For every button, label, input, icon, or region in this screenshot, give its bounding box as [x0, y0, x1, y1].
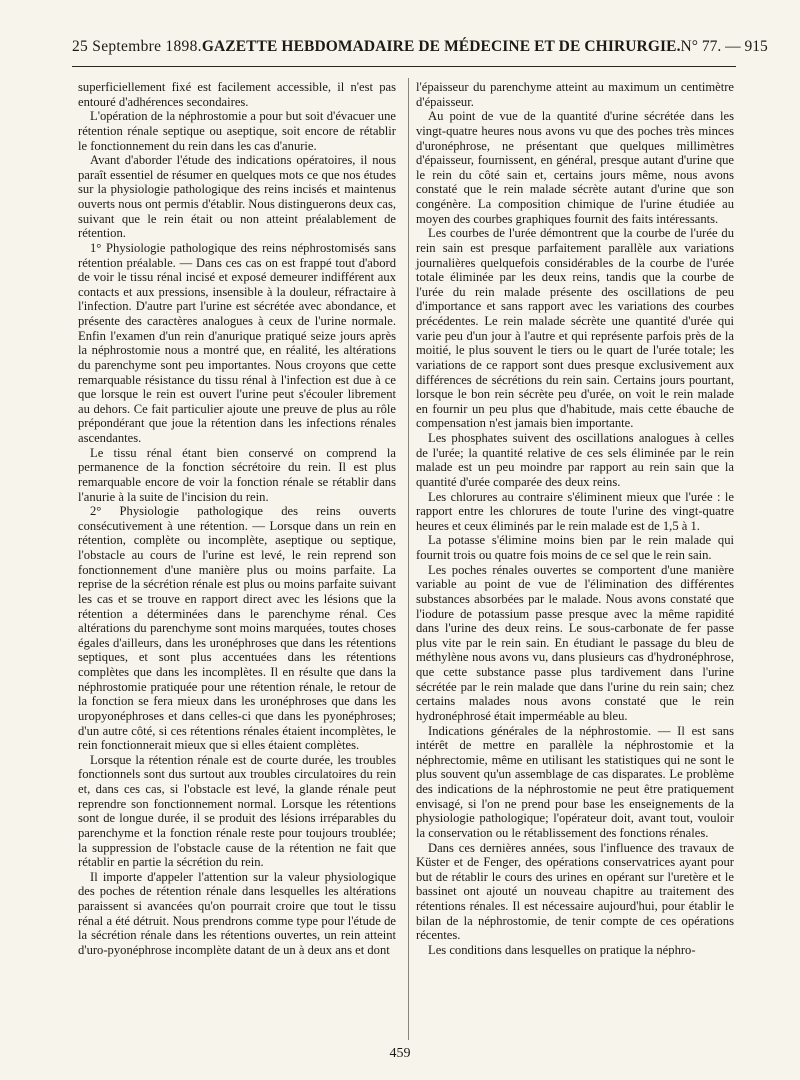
issue-page-number: N° 77. — 915 [680, 38, 768, 55]
paragraph: Indications générales de la néphrostomie. — Il est sans intérêt de mettre en parallèle la néphrostomie et la néphrectomie, même en utilisant les statistiques qui ne sont le plus souvent qu'un assemblage de cas disparates. Le problème des indications de la néphrostomie ne peut être pratiquement envisagé, si l'on ne prend pour base les enseignements de la physiologie pathologique; l'opérateur doit, avant tout, vouloir la conservation ou le rétablissement des fonctions rénales. [416, 723, 734, 840]
paragraph: L'opération de la néphrostomie a pour but soit d'évacuer une rétention rénale septique ou aseptique, soit encore de rétablir le fonctionnement du rein dans les cas d'anurie. [78, 109, 396, 153]
paragraph: Le tissu rénal étant bien conservé on comprend la permanence de la fonction sécrétoire du rein. Il est plus remarquable encore de voir la fonction rénale se rétablir dans l'anurie à la suite de l'incision du rein. [78, 445, 396, 504]
paragraph: Les conditions dans lesquelles on pratique la néphro- [428, 942, 696, 957]
column-divider [408, 78, 409, 1040]
header-date: 25 Septembre 1898. [72, 38, 202, 55]
paragraph: Les phosphates suivent des oscillations analogues à celles de l'urée; la quantité relative de ces sels éliminée par le rein malade est un peu moindre par rapport au rein sain que la quantité d'urée comparée des deux reins. [416, 431, 734, 489]
left-column [78, 80, 396, 958]
paragraph: 1° Physiologie pathologique des reins néphrostomisés sans rétention préalable. — Dans ces cas on est frappé tout d'abord de voir le tissu rénal incisé et exposé demeurer indifférent aux contacts et aux pressions, insensible à la douleur, réfractaire à l'infection. D'autre part l'urine est sécrétée avec abondance, et présente des caractères analogues à ceux de l'urine normale. Enfin l'examen d'un rein d'anurique pratiqué seize jours après la néphrostomie nous a montré que, en réalité, les altérations du parenchyme sont peu importantes. Nous croyons que cette remarquable résistance du tissu rénal à l'infection est due à ce que lorsque le rein est ouvert l'urine peut s'écouler librement au dehors. Ce fait particulier ajoute une preuve de plus au rôle prépondérant que joue la rétention dans les infections rénales ascendantes. [78, 240, 396, 445]
paragraph: 2° Physiologie pathologique des reins ouverts consécutivement à une rétention. — Lorsque dans un rein en rétention, complète ou incomplète, aseptique ou septique, l'obstacle au cours de l'urine est levé, le rein reprend son fonctionnement d'une manière plus ou moins parfaite. La reprise de la sécrétion rénale est plus ou moins parfaite suivant les cas et se trouve en rapport direct avec les lésions que la rétention a déterminées dans le parenchyme rénal. Ces altérations du parenchyme sont moins marquées, toutes choses égales d'ailleurs, dans les uronéphroses que dans les rétentions septiques, et sont plus accentuées dans les rétentions complètes que dans les incomplètes. Il en résulte que dans la néphrostomie pratiquée pour une rétention rénale, le retour de la fonction se fera mieux dans les uronéphroses que dans les uropyonéphroses et dans celles-ci que dans les pyonéphroses; d'un autre côté, si ces rétentions rénales étaient incomplètes, le rein fonctionnerait mieux que si elles étaient complètes. [78, 504, 396, 753]
running-header [72, 38, 768, 62]
header-rule [72, 66, 736, 67]
paragraph: Avant d'aborder l'étude des indications opératoires, il nous paraît essentiel de résumer en quelques mots ce que nos études sur la physiologie pathologique des reins incisés et maintenus ouverts nous ont permis d'établir. Nous distinguerons deux cas, suivant que le rein était ou non atteint préalablement de rétention. [78, 153, 396, 241]
paragraph: Les chlorures au contraire s'éliminent mieux que l'urée : le rapport entre les chlorures de toute l'urine des vingt-quatre heures et ceux éliminés par le rein malade est de 1,5 à 1. [416, 489, 734, 533]
journal-title: GAZETTE HEBDOMADAIRE DE MÉDECINE ET DE CHIRURGIE. [201, 38, 681, 55]
paragraph: Les poches rénales ouvertes se comportent d'une manière variable au point de vue de l'élimination des différentes substances absorbées par le malade. Nous avons constaté que l'iodure de potassium passe presque avec la même rapidité dans l'urine des deux reins. Le sous-carbonate de fer passe plus vite par le rein sain. En étudiant le passage du bleu de méthylène nous avons vu, dans plusieurs cas d'hydronéphrose, que cette substance passe plus tardivement dans l'urine sécrétée par le rein malade que dans l'urine du rein sain; chez certains malades nous avons constaté que le rein hydronéphrosé était imperméable au bleu. [416, 562, 734, 723]
paragraph: Au point de vue de la quantité d'urine sécrétée dans les vingt-quatre heures nous avons vu que des poches très minces d'uronéphrose, ne présentant que quelques millimètres d'épaisseur, fournissent, en général, presque autant d'urine que le rein du côté sain et, certains jours même, nous avons constaté que le rein malade sécrète autant d'urine que son congénère. La composition chimique de l'urine étudiée au moyen des courbes graphiques fournit des faits intéressants. [416, 109, 734, 226]
page-folio: 459 [389, 1046, 411, 1061]
paragraph: superficiellement fixé est facilement accessible, il n'est pas entouré d'adhérences secondaires. [78, 80, 396, 109]
paragraph: l'épaisseur du parenchyme atteint au maximum un centimètre d'épaisseur. [416, 80, 734, 109]
paragraph: Les courbes de l'urée démontrent que la courbe de l'urée du rein sain est presque parfaitement parallèle aux variations journalières quelquefois considérables de la courbe de l'urée totale éliminée par les deux reins, tandis que la courbe de l'urée du rein malade présente des oscillations de peu d'importance et sans rapport avec les variations des courbes précédentes. Le rein malade sécrète une quantité d'urée qui varie peu d'un jour à l'autre et qui représente parfois près de la moitié, le plus souvent le tiers ou le quart de l'urée totale; les variations de ce rapport sont dues presque exclusivement aux différences de sécrétions du rein sain. Certains jours pourtant, lorsque le bon rein sécrète peu d'urée, on voit le rein malade en fournir un peu plus que d'habitude, mais cette ébauche de compensation n'est jamais bien importante. [416, 226, 734, 431]
paragraph: Dans ces dernières années, sous l'influence des travaux de Küster et de Fenger, des opérations conservatrices ayant pour but de rétablir le cours des urines en opérant sur l'uretère et le bassinet ont ajouté un nouveau chapitre au traitement des rétentions rénales. Il est nécessaire aujourd'hui, pour établir le bilan de la néphrostomie, de tenir compte de ces opérations récentes. [416, 840, 734, 943]
paragraph: Il importe d'appeler l'attention sur la valeur physiologique des poches de rétention rénale dans lesquelles les altérations paraissent si avancées qu'on pourrait croire que tout le tissu rénal a été détruit. Nous prendrons comme type pour l'étude de la sécrétion rénale dans les rétentions ouvertes, un rein atteint d'uro-pyonéphrose incomplète datant de un à deux ans et dont [78, 869, 396, 957]
paragraph: La potasse s'élimine moins bien par le rein malade qui fournit trois ou quatre fois moins de ce sel que le rein sain. [416, 533, 734, 562]
paragraph: Lorsque la rétention rénale est de courte durée, les troubles fonctionnels sont dus surtout aux troubles circulatoires du rein et, dans ces cas, si l'obstacle est levé, la glande rénale peut reprendre son fonctionnement normal. Lorsque les rétentions sont de longue durée, il se produit des lésions irréparables du parenchyme et la fonction rénale reste pour toujours troublée; la suppression de l'obstacle cause de la rétention ne fait que rétablir en partie la sécrétion du rein. [78, 752, 396, 870]
right-column [416, 80, 734, 958]
